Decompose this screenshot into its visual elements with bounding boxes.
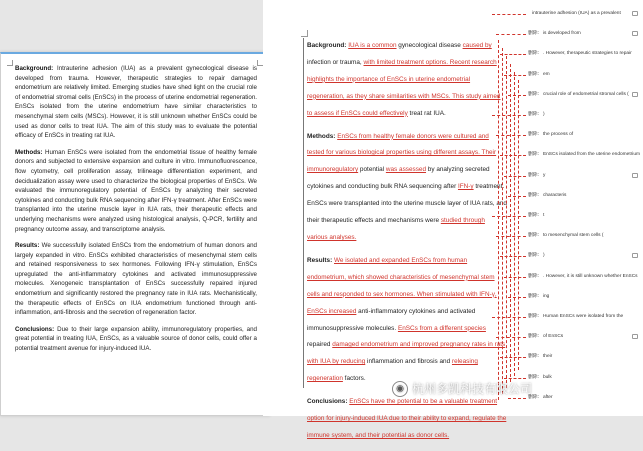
original-document-page (0, 52, 270, 416)
inserted-text: EnSCs have the potential to be a valuable treatment option for injury-induced IUA due to their ability to expand, regulate the immune system, and their potential as donor cells. (307, 398, 507, 439)
results-text: We successfully isolated EnSCs from the endometrium of human donors and largely expanded in vitro. EnSCs exhibited characteristics of mesenchymal stem cells and retained responsiveness to sex hormones. Following IFN-γ stimulation, EnSCs upregulated the anti-inflammatory cytokines and activated immunosuppressive molecules. Xenogeneic transplantation of EnSCs successfully repaired injured endometrium and significantly restored the pregnancy rate in IUA rats. Mechanistically, the therapeutic effects of EnSCs on IUA endometrium functioned through anti-inflammation, anti-fibrosis and the secretion of regeneration factor. (15, 242, 257, 317)
connector-line (514, 72, 515, 376)
deletion-balloon[interactable] (526, 109, 640, 121)
conclusions-paragraph[interactable] (15, 325, 257, 354)
balloon-checkbox[interactable] (632, 31, 638, 36)
balloon-label: 删除: (528, 51, 539, 57)
deletion-balloon[interactable] (526, 149, 640, 161)
page-corner-mark (7, 60, 13, 66)
connector-line (506, 56, 507, 388)
revised-methods-paragraph[interactable] (307, 129, 507, 247)
inserted-text: IUA is a common (348, 42, 397, 49)
balloon-label: 删除: (528, 354, 539, 360)
revised-background-paragraph[interactable] (307, 38, 507, 123)
balloon-label: 删除: (528, 71, 539, 77)
deletion-balloon[interactable] (526, 311, 640, 323)
balloon-checkbox[interactable] (632, 253, 638, 258)
balloon-text: ing (542, 293, 550, 299)
leader-line (492, 14, 526, 15)
deletion-balloon[interactable] (526, 129, 640, 141)
balloon-label: 删除: (528, 112, 539, 117)
markup-balloon-pane (526, 0, 640, 416)
balloon-text: after (542, 394, 553, 400)
balloon-text: is developed from (542, 31, 581, 37)
balloon-text: ) (542, 253, 545, 259)
balloon-label: 删除: (528, 233, 539, 239)
conclusions-text: Due to their large expansion ability, immunoregulatory properties, and great potential in treating IUA, EnSCs, as a valuable source of donor cells, could offer a potential treatment avenue for injury-induced IUA. (15, 325, 257, 353)
inserted-text: We isolated and expanded EnSCs from human endometrium, which showed characteristics of mesenchymal stem cells and responded to sex hormones. When stimulated with IFN-γ, EnSCs increased (307, 256, 497, 315)
deletion-balloon[interactable] (526, 69, 640, 81)
balloon-checkbox[interactable] (632, 334, 638, 339)
balloon-text: y (542, 172, 546, 178)
deletion-balloon[interactable] (526, 170, 640, 182)
balloon-checkbox[interactable] (632, 11, 638, 16)
balloon-label: 删除: (528, 273, 539, 279)
balloon-label: 删除: (528, 374, 539, 380)
connector-line (498, 40, 499, 400)
balloon-checkbox[interactable] (632, 173, 638, 178)
methods-paragraph[interactable] (15, 148, 257, 234)
results-heading: Results: (15, 242, 40, 250)
revised-conclusions-heading: Conclusions: (307, 398, 348, 406)
balloon-text: Human EnSCs were isolated from the (542, 314, 624, 319)
deletion-balloon[interactable] (526, 89, 640, 101)
leader-line (496, 337, 526, 338)
revised-background-heading: Background: (307, 42, 347, 49)
watermark (392, 380, 532, 397)
balloon-text: ) (542, 112, 545, 117)
leader-line (500, 256, 526, 257)
methods-heading: Methods: (15, 148, 43, 156)
revised-results-paragraph[interactable] (307, 253, 507, 388)
deletion-balloon[interactable] (526, 210, 640, 222)
balloon-text: . However, therapeutic strategies to repair (542, 51, 632, 57)
inserted-text: EnSCs from healthy female donors were cultured and tested for various biological properties using different assays. Their immunoregulatory (307, 132, 497, 174)
leader-line (496, 236, 526, 237)
inserted-text: EnSCs from a different species (397, 324, 486, 332)
text-run: anti-inflammatory cytokines and activated immunosuppressive molecules. (307, 307, 476, 332)
deletion-balloon[interactable] (526, 351, 640, 363)
camera-icon: ◉ (392, 381, 408, 397)
balloon-label: 删除: (528, 293, 539, 299)
balloon-label: 删除: (528, 172, 539, 178)
leader-line (504, 176, 526, 177)
text-run: infection or trauma, (307, 58, 364, 66)
background-text: Intrauterine adhesion (IUA) as a prevalent gynecological disease is developed from trauma. However, therapeutic strategies to repair damaged endometrium are relatively limited. Emerging studies have shed light on the crucial role of endometrial stromal cells (EnSCs) in the process of uterine endometrial regeneration. EnSCs isolated from the uterine endometrium have similar characteristics to mesenchymal stem cells (MSCs). However, it is still unknown whether EnSCs could be used as donor cells to treat IUA. The aim of this study was to evaluate the potential efficacy of EnSCs in treating rat IUA. (15, 65, 257, 140)
deletion-balloon[interactable] (526, 331, 640, 343)
inserted-text: was assessed (385, 166, 427, 174)
text-run: potential (358, 166, 386, 174)
balloon-text: t (542, 213, 545, 218)
leader-line (496, 34, 526, 35)
balloon-label: 删除: (528, 314, 539, 319)
page-corner-mark (301, 30, 308, 37)
balloon-label: 删除: (528, 152, 539, 158)
revised-results-heading: Results: (307, 256, 333, 264)
deletion-balloon[interactable] (526, 8, 640, 20)
balloon-label: 删除: (528, 394, 539, 400)
inserted-text: with limited treatment options. Recent research (363, 58, 497, 66)
text-run: repaired (307, 341, 333, 349)
balloon-text: bulk (542, 374, 552, 380)
deletion-balloon[interactable] (526, 190, 640, 202)
revised-conclusions-paragraph[interactable] (307, 394, 507, 445)
connector-line (502, 48, 503, 394)
leader-line (504, 277, 526, 278)
change-bar (303, 38, 304, 388)
text-run: treat rat IUA. (407, 109, 446, 117)
balloon-label: 删除: (528, 334, 539, 340)
background-paragraph[interactable] (15, 64, 257, 141)
revised-methods-heading: Methods: (307, 132, 336, 140)
balloon-text: em (542, 71, 550, 77)
deletion-balloon[interactable] (526, 392, 640, 404)
text-run: gynecological disease (396, 42, 463, 49)
deletion-balloon[interactable] (526, 291, 640, 303)
balloon-checkbox[interactable] (632, 92, 638, 97)
balloon-label: 删除: (528, 91, 539, 97)
methods-text: Human EnSCs were isolated from the endometrial tissue of healthy female donors and subjected to extensive expansion and culture in vitro. Immunofluorescence, flow cytometry, cell proliferation assay, trilineage differentiation experiment, and decidualization assay were used to characterize the biological properties of EnSCs. We evaluated the immunoregulatory potential of EnSCs by analyzing their secreted cytokines and conducting bulk RNA sequencing after IFN-γ treatment. After EnSCs were transplanted into the uterine muscle layer in IUA rats, their therapeutic effects and underlying mechanisms were analyzed using histological analysis, Q-PCR, fertility and pregnancy outcome assay, and transcriptome analysis. (15, 148, 257, 233)
text-run: treatment. EnSCs were transplanted into the uterine muscle layer of IUA rats, and their therapeutic effects and mechanisms were (307, 183, 507, 225)
balloon-label: 删除: (528, 253, 539, 259)
connector-line (510, 64, 511, 382)
balloon-text: characteris (542, 192, 567, 198)
deletion-balloon[interactable] (526, 372, 640, 384)
leader-line (504, 378, 526, 379)
balloon-text: . However, it is still unknown whether EnSCs (542, 273, 638, 279)
balloon-label: 删除: (528, 192, 539, 198)
balloon-label: 删除: (528, 31, 539, 37)
inserted-text: IFN-γ (457, 183, 474, 191)
inserted-text: releasing regeneration (307, 358, 478, 383)
inserted-text: damaged endometrium and improved pregnancy rates in rats with IUA by reducing (307, 341, 506, 366)
balloon-text: their (542, 354, 553, 360)
leader-line (500, 357, 526, 358)
balloon-text: intrauterine adhesion (IUA) as a prevalent (532, 11, 621, 16)
leader-line (500, 54, 526, 55)
leader-line (496, 135, 526, 136)
leader-line (500, 155, 526, 156)
inserted-text: studied through various analyses. (307, 217, 485, 241)
background-heading: Background: (15, 65, 54, 72)
balloon-text: of EnSCs (542, 334, 564, 340)
inserted-text: caused by (462, 42, 492, 49)
balloon-label: 删除: (528, 213, 539, 218)
text-run: by analyzing secreted cytokines and conducting bulk RNA sequencing after (307, 166, 490, 191)
deletion-balloon[interactable] (526, 48, 640, 60)
deletion-balloon[interactable] (526, 271, 640, 283)
deletion-balloon[interactable] (526, 250, 640, 262)
text-run: inflammation and fibrosis and (365, 358, 452, 366)
watermark-text: 杭州多凯科技有限公司 (412, 382, 533, 396)
inserted-text: highlights the importance of EnSCs in uterine endometrial regeneration, as they share similarities with MSCs. This study aimed to assess if EnSCs could effectively (307, 75, 501, 117)
balloon-text: the process of (542, 132, 574, 138)
balloon-label: 删除: (528, 132, 539, 138)
deletion-balloon[interactable] (526, 230, 640, 242)
balloon-text: EnSCs isolated from the uterine endometrium (542, 152, 640, 158)
leader-line (508, 398, 526, 399)
connector-line (518, 80, 519, 370)
balloon-text: to mesenchymal stem cells ( (542, 233, 604, 239)
balloon-text: crucial role of endometrial stromal cells ( (542, 91, 629, 97)
text-run: factors. (342, 375, 366, 383)
leader-line (504, 75, 526, 76)
deletion-balloon[interactable] (526, 28, 640, 40)
results-paragraph[interactable] (15, 241, 257, 318)
conclusions-heading: Conclusions: (15, 325, 55, 333)
